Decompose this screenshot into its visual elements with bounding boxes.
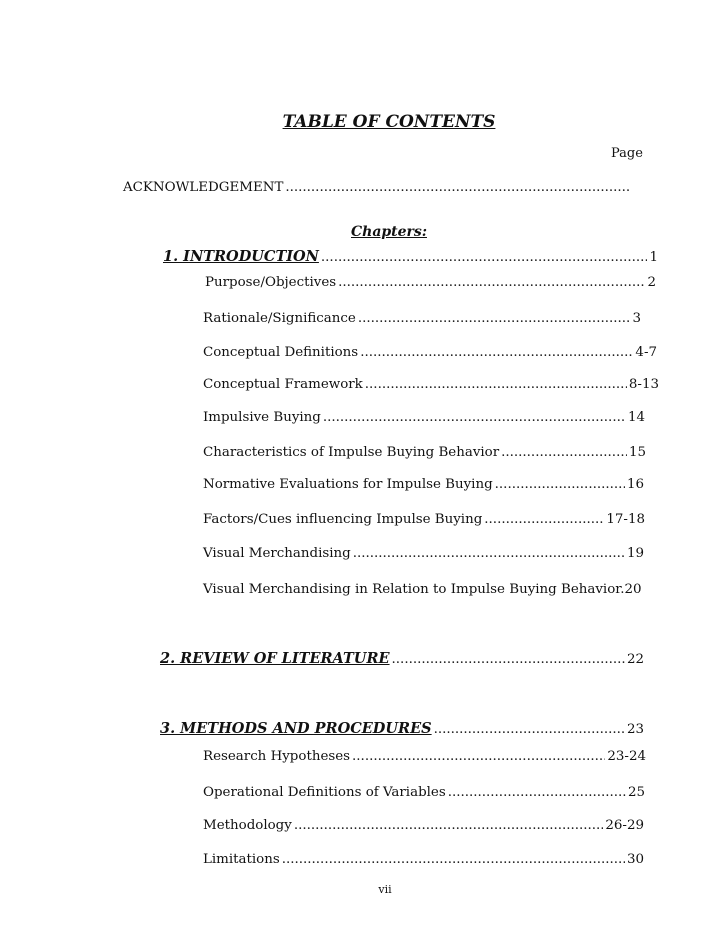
toc-entry[interactable]: [203, 749, 646, 764]
leader-dots: [352, 749, 605, 764]
toc-entry-page: 30: [626, 852, 644, 867]
leader-dots: [338, 275, 645, 290]
leader-dots: [484, 512, 604, 527]
toc-entry-label: Conceptual Framework: [203, 377, 363, 392]
chapters-heading: Chapters:: [351, 224, 427, 240]
toc-entry-page: 2: [647, 275, 656, 290]
toc-entry-label: Visual Merchandising: [203, 546, 351, 561]
toc-entry[interactable]: [203, 512, 645, 527]
toc-entry[interactable]: [203, 410, 645, 425]
leader-dots: [294, 818, 604, 833]
toc-entry-page: 23: [626, 722, 644, 737]
toc-entry-label: Impulsive Buying: [203, 410, 321, 425]
leader-dots: [501, 445, 627, 460]
toc-entry[interactable]: [205, 275, 656, 290]
leader-dots: [495, 477, 625, 492]
toc-entry[interactable]: [203, 377, 659, 392]
leader-dots: [321, 250, 648, 265]
toc-entry-label: Methodology: [203, 818, 292, 833]
footer-page-number: vii: [378, 883, 392, 896]
toc-entry[interactable]: [203, 852, 644, 867]
toc-chapter-review-of-literature[interactable]: [160, 650, 644, 667]
toc-entry[interactable]: [203, 785, 645, 800]
toc-entry-label: Characteristics of Impulse Buying Behavior: [203, 445, 500, 460]
toc-entry[interactable]: [203, 477, 644, 492]
toc-entry-label: Purpose/Objectives: [205, 275, 337, 290]
toc-entry-label: Rationale/Significance: [203, 311, 356, 326]
leader-dots: [323, 410, 626, 425]
leader-dots: [282, 852, 625, 867]
toc-entry[interactable]: [203, 445, 646, 460]
page-column-label: Page: [611, 146, 643, 161]
leader-dots: [360, 345, 633, 360]
toc-entry-page: 16: [626, 477, 644, 492]
toc-entry-page: 25: [627, 785, 645, 800]
toc-entry[interactable]: [203, 582, 659, 597]
toc-entry-page: 20: [624, 582, 642, 597]
toc-entry[interactable]: [203, 311, 641, 326]
toc-entry[interactable]: [203, 345, 657, 360]
leader-dots: [358, 311, 631, 326]
leader-dots: [434, 722, 625, 737]
toc-entry-label: Visual Merchandising in Relation to Impulse Buying Behavior.: [203, 582, 625, 597]
toc-entry-page: 19: [626, 546, 644, 561]
toc-title: TABLE OF CONTENTS: [282, 112, 496, 132]
toc-entry[interactable]: [203, 818, 644, 833]
toc-entry-page: 26-29: [605, 818, 644, 833]
leader-dots: [365, 377, 627, 392]
toc-chapter-label: 2. REVIEW OF LITERATURE: [160, 650, 390, 667]
toc-entry-page: 15: [628, 445, 646, 460]
toc-entry-page: 8-13: [628, 377, 659, 392]
toc-chapter-label: 3. METHODS AND PROCEDURES: [160, 720, 432, 737]
toc-chapter-introduction[interactable]: [163, 248, 658, 265]
toc-chapter-label: 1. INTRODUCTION: [163, 248, 319, 265]
toc-entry-label: Limitations: [203, 852, 280, 867]
leader-dots: [392, 652, 625, 667]
toc-entry-acknowledgement[interactable]: [123, 180, 633, 195]
leader-dots: [448, 785, 626, 800]
toc-entry-page: 17-18: [606, 512, 645, 527]
toc-entry-page: 4-7: [635, 345, 657, 360]
toc-entry-label: ACKNOWLEDGEMENT: [123, 180, 284, 195]
toc-entry-page: 22: [626, 652, 644, 667]
toc-chapter-methods-and-procedures[interactable]: [160, 720, 644, 737]
toc-entry-label: Research Hypotheses: [203, 749, 351, 764]
toc-entry-page: 14: [627, 410, 645, 425]
leader-dots: [285, 180, 631, 195]
leader-dots: [353, 546, 625, 561]
toc-entry-page: 3: [632, 311, 641, 326]
toc-entry-label: Operational Definitions of Variables: [203, 785, 446, 800]
toc-entry-label: Normative Evaluations for Impulse Buying: [203, 477, 493, 492]
toc-entry[interactable]: [203, 546, 644, 561]
toc-entry-page: 23-24: [607, 749, 646, 764]
toc-entry-label: Factors/Cues influencing Impulse Buying: [203, 512, 483, 527]
toc-entry-page: 1: [649, 250, 658, 265]
toc-entry-label: Conceptual Definitions: [203, 345, 359, 360]
